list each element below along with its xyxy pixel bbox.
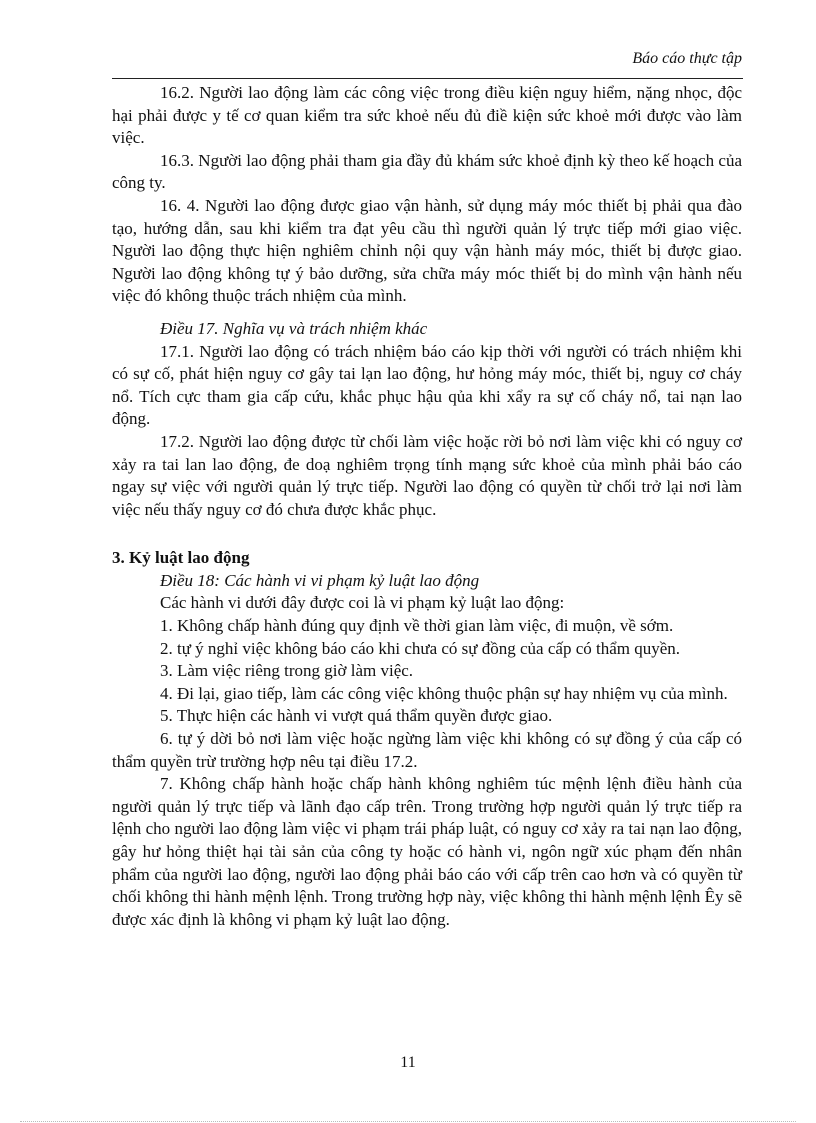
list-item: 2. tự ý nghỉ việc không báo cáo khi chưa có sự đồng của cấp có thẩm quyền. xyxy=(160,638,681,658)
paragraph-17-2: 17.2. Người lao động được từ chối làm việc hoặc rời bỏ nơi làm việc khi có nguy cơ xảy ra tai lan lao động, đe doạ nghiêm trọng tính mạng sức khoẻ của mình phải báo cáo ngay sự việc với người quản lý trực tiếp. Người lao động có quyền từ chối trở lại nơi làm việc nếu thấy nguy cơ đó chưa được khắc phục. xyxy=(112,431,742,519)
article-18-heading: Điều 18: Các hành vi vi phạm kỷ luật lao động xyxy=(160,570,480,590)
document-body xyxy=(112,82,742,931)
header-divider xyxy=(112,78,743,79)
paragraph-16-3: 16.3. Người lao động phải tham gia đầy đủ khám sức khoẻ định kỳ theo kế hoạch của công ty. xyxy=(112,150,742,193)
list-item: 6. tự ý dời bỏ nơi làm việc hoặc ngừng làm việc khi không có sự đồng ý của cấp có thẩm quyền trừ trường hợp nêu tại điều 17.2. xyxy=(112,729,742,771)
running-header-title: Báo cáo thực tập xyxy=(632,50,742,67)
list-item: 5. Thực hiện các hành vi vượt quá thẩm quyền được giao. xyxy=(160,706,553,726)
list-item: 4. Đi lại, giao tiếp, làm các công việc không thuộc phận sự hay nhiệm vụ của mình. xyxy=(160,683,728,703)
paragraph-16-2: 16.2. Người lao động làm các công việc trong điều kiện nguy hiểm, nặng nhọc, độc hại phải được y tế cơ quan kiểm tra sức khoẻ nếu đủ điề kiện sức khoẻ mới được vào làm việc. xyxy=(112,83,742,148)
list-item: 7. Không chấp hành hoặc chấp hành không nghiêm túc mệnh lệnh điều hành của người quản lý trực tiếp và lãnh đạo cấp trên. Trong trường hợp người quản lý trực tiếp ra lệnh cho người lao động làm việc vi phạm trái pháp luật, có nguy cơ xảy ra tai nạn lao động, gây hư hỏng thiệt hại tài sản của công ty hoặc có hành vi, ngôn ngữ xúc phạm đến nhân phẩm của người lao động, người lao động phải báo cáo với cấp trên cao hơn và có quyền từ chối không thi hành mệnh lệnh. Trong trường hợp này, việc không thi hành mệnh lệnh Êy sẽ được xác định là không vi phạm kỷ luật lao động. xyxy=(112,774,742,929)
list-item: 3. Làm việc riêng trong giờ làm việc. xyxy=(160,661,414,681)
section-3-heading: 3. Kỷ luật lao động xyxy=(112,548,250,568)
list-item: 1. Không chấp hành đúng quy định về thời gian làm việc, đi muộn, về sớm. xyxy=(160,616,674,636)
article-17-heading: Điều 17. Nghĩa vụ và trách nhiệm khác xyxy=(160,318,428,338)
page-number: 11 xyxy=(400,1054,416,1071)
page-bottom-border xyxy=(20,1121,796,1122)
article-18-intro: Các hành vi dưới đây được coi là vi phạm kỷ luật lao động: xyxy=(160,593,565,613)
paragraph-17-1: 17.1. Người lao động có trách nhiệm báo cáo kịp thời với người có trách nhiệm khi có sự cố, phát hiện nguy cơ gây tai lạn lao động, hư hỏng máy móc, thiết bị, nguy cơ cháy nổ. Tích cực tham gia cấp cứu, khắc phục hậu qủa khi xẩy ra sự cố cháy nổ, tai nạn lao động. xyxy=(112,341,742,429)
paragraph-16-4: 16. 4. Người lao động được giao vận hành, sử dụng máy móc thiết bị phải qua đào tạo, hướng dẫn, sau khi kiểm tra đạt yêu cầu thì người quản lý trực tiếp mới giao việc. Người lao động thực hiện nghiêm chỉnh nội quy vận hành máy móc, thiết bị được giao. Người lao động không tự ý bảo dưỡng, sửa chữa máy móc thiết bị do mình vận hành nếu việc đó không thuộc trách nhiệm của mình. xyxy=(112,195,742,306)
